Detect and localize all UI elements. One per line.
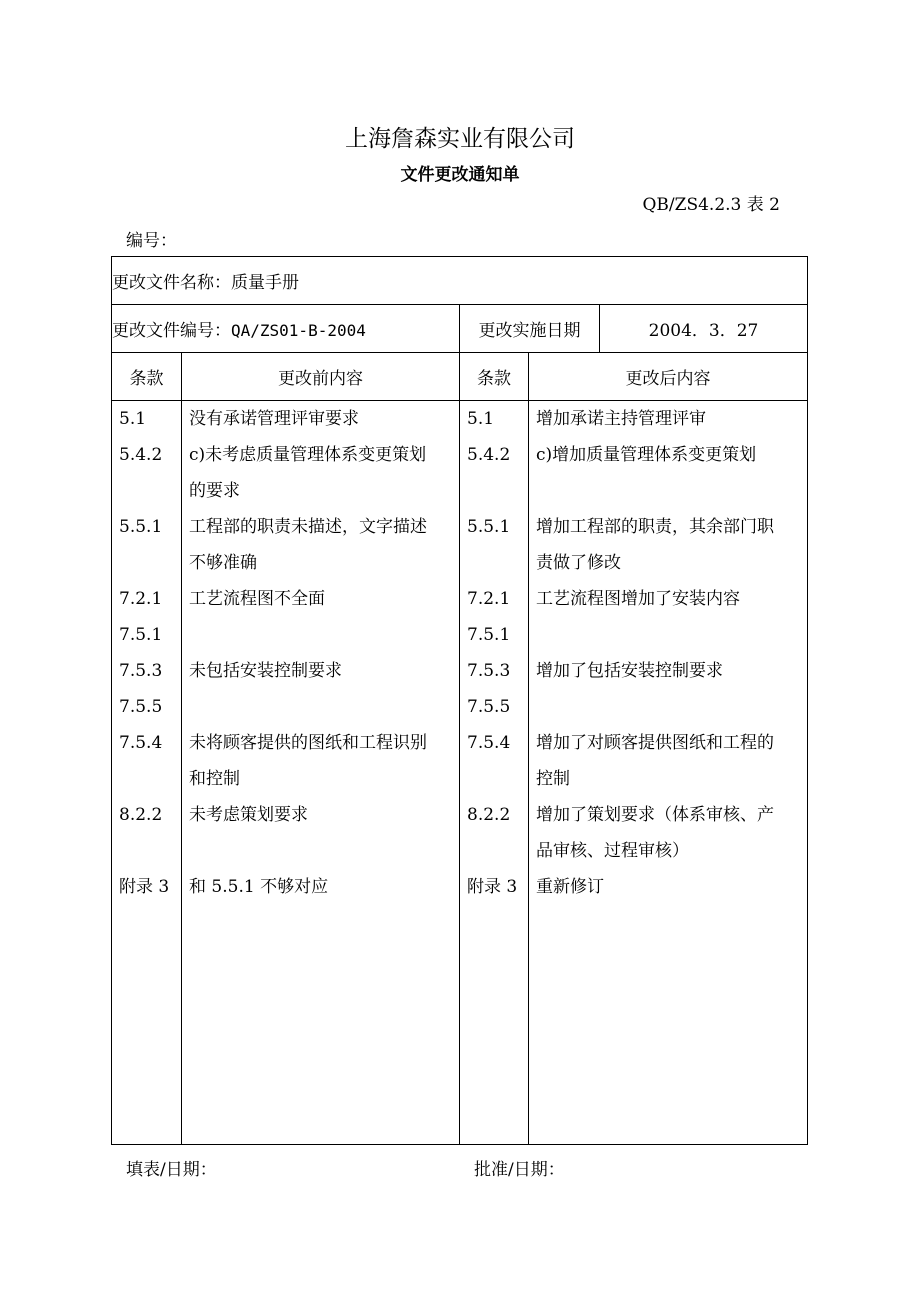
- after-clause-line: [460, 545, 528, 581]
- file-name-label: 更改文件名称：: [112, 273, 231, 293]
- impl-date-value: 2004．3．27: [600, 305, 808, 353]
- before-content-line: c)未考虑质量管理体系变更策划: [189, 445, 427, 465]
- after-content-line: 重新修订: [536, 877, 604, 897]
- after-clause-line: [460, 833, 528, 869]
- before-content-line: 不够准确: [189, 553, 257, 573]
- change-notice-table: [111, 256, 808, 1145]
- before-clause-list: [112, 401, 181, 905]
- after-clause-list: [460, 401, 528, 905]
- before-clause-line: [112, 473, 181, 509]
- after-content-line: [529, 689, 807, 725]
- after-content-line: 责做了修改: [536, 553, 621, 573]
- after-content-line: [529, 473, 807, 509]
- file-name-row: [112, 257, 808, 305]
- after-clause-line: 7.5.1: [467, 625, 511, 645]
- column-header-row: [112, 353, 808, 401]
- file-number-value: QA/ZS01-B-2004: [231, 321, 366, 340]
- after-content-line: 控制: [536, 769, 570, 789]
- before-content-line: 未包括安装控制要求: [189, 661, 342, 681]
- before-content-line: 未考虑策划要求: [189, 805, 308, 825]
- before-content-line: 和 5.5.1 不够对应: [189, 877, 329, 897]
- approved-by-label: 批准/日期：: [474, 1160, 565, 1180]
- content-row: [112, 401, 808, 1145]
- after-content-list: [529, 401, 807, 905]
- document-code: QB/ZS4.2.3 表 2: [642, 195, 780, 215]
- before-clause-line: 5.4.2: [119, 445, 163, 465]
- header-content-before: 更改前内容: [182, 353, 460, 401]
- after-content-column: [529, 401, 808, 1145]
- before-clause-line: 5.1: [119, 409, 147, 429]
- before-content-line: 和控制: [189, 769, 240, 789]
- before-clause-line: [112, 761, 181, 797]
- file-name-value: 质量手册: [231, 273, 299, 293]
- serial-label: 编号：: [126, 231, 177, 251]
- after-content-line: 品审核、过程审核）: [536, 841, 689, 861]
- before-content-line: [182, 689, 459, 725]
- filled-by-label: 填表/日期：: [126, 1160, 217, 1180]
- company-name: 上海詹森实业有限公司: [345, 126, 575, 152]
- before-clause-line: 7.5.1: [119, 625, 163, 645]
- after-content-line: 增加了策划要求（体系审核、产: [536, 805, 774, 825]
- before-content-line: 工程部的职责未描述，文字描述: [189, 517, 427, 537]
- before-clause-column: [112, 401, 182, 1145]
- header-clause-before: 条款: [112, 353, 182, 401]
- file-number-cell: [112, 305, 460, 353]
- before-content-line: 没有承诺管理评审要求: [189, 409, 359, 429]
- after-clause-line: 5.1: [467, 409, 495, 429]
- after-content-line: 增加了包括安装控制要求: [536, 661, 723, 681]
- before-clause-line: 7.5.5: [119, 697, 163, 717]
- before-content-column: [182, 401, 460, 1145]
- before-clause-line: [112, 833, 181, 869]
- before-content-line: 的要求: [189, 481, 240, 501]
- after-clause-line: [460, 761, 528, 797]
- before-clause-line: [112, 545, 181, 581]
- after-clause-line: [460, 473, 528, 509]
- before-clause-line: 5.5.1: [119, 517, 163, 537]
- after-content-line: c)增加质量管理体系变更策划: [536, 445, 757, 465]
- before-clause-line: 7.5.4: [119, 733, 163, 753]
- before-content-line: 工艺流程图不全面: [189, 589, 325, 609]
- file-number-row: [112, 305, 808, 353]
- document-title: 文件更改通知单: [400, 165, 520, 185]
- after-clause-line: 5.4.2: [467, 445, 511, 465]
- before-content-line: [182, 833, 459, 869]
- file-number-label: 更改文件编号：: [112, 321, 231, 341]
- before-clause-line: 7.5.3: [119, 661, 163, 681]
- after-content-line: 增加了对顾客提供图纸和工程的: [536, 733, 774, 753]
- before-clause-line: 附录 3: [119, 877, 170, 897]
- before-clause-line: 8.2.2: [119, 805, 163, 825]
- after-content-line: 工艺流程图增加了安装内容: [536, 589, 740, 609]
- after-content-line: [529, 617, 807, 653]
- file-name-cell: [112, 257, 808, 305]
- header-clause-after: 条款: [460, 353, 529, 401]
- before-clause-line: 7.2.1: [119, 589, 163, 609]
- after-clause-line: 5.5.1: [467, 517, 511, 537]
- after-clause-line: 7.5.3: [467, 661, 511, 681]
- before-content-list: [182, 401, 459, 905]
- after-clause-line: 7.5.5: [467, 697, 511, 717]
- before-content-line: 未将顾客提供的图纸和工程识别: [189, 733, 427, 753]
- impl-date-label: 更改实施日期: [460, 305, 600, 353]
- after-content-line: 增加工程部的职责，其余部门职: [536, 517, 774, 537]
- header-content-after: 更改后内容: [529, 353, 808, 401]
- after-clause-column: [460, 401, 529, 1145]
- after-content-line: 增加承诺主持管理评审: [536, 409, 706, 429]
- after-clause-line: 7.2.1: [467, 589, 511, 609]
- after-clause-line: 附录 3: [467, 877, 518, 897]
- after-clause-line: 8.2.2: [467, 805, 511, 825]
- after-clause-line: 7.5.4: [467, 733, 511, 753]
- before-content-line: [182, 617, 459, 653]
